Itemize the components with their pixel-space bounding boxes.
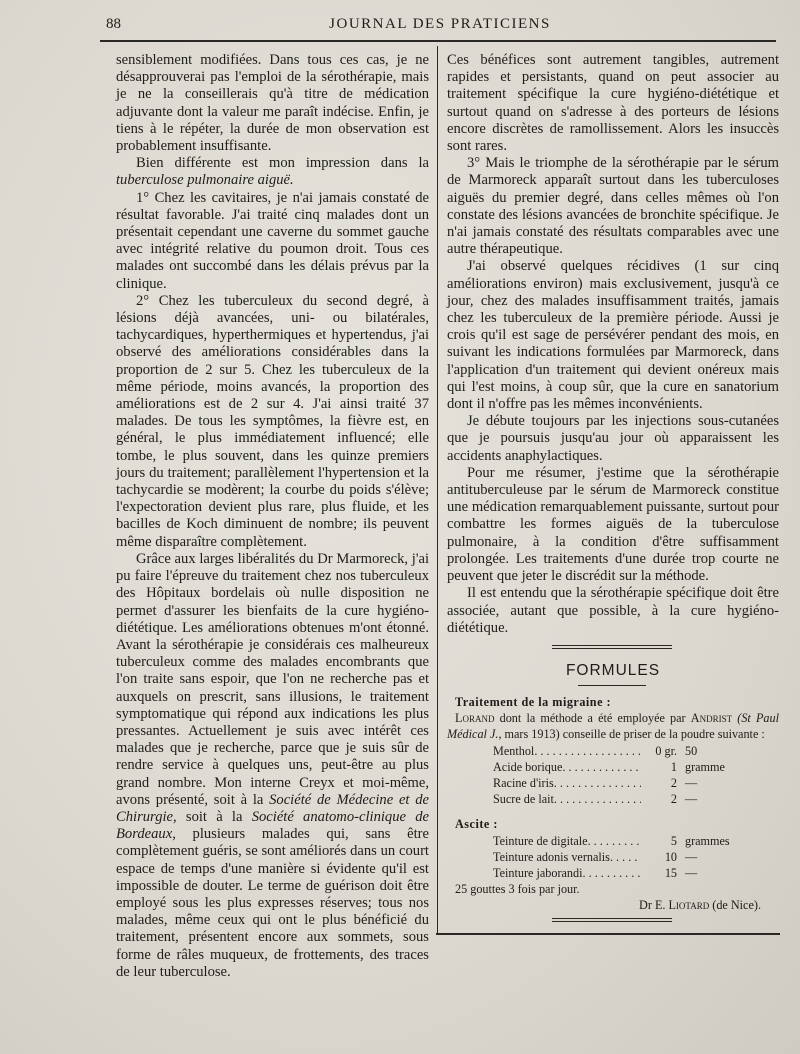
leader-dots (610, 849, 641, 865)
ingredient-unit: — (685, 792, 698, 807)
ingredient-qty: 10 (664, 849, 677, 864)
paragraph-text: Bien différente est mon impression dans la (136, 155, 429, 172)
running-header (100, 14, 780, 40)
migraine-heading: Traitement de la migraine : (455, 695, 612, 709)
journal-citation: (St Paul Médical J. (447, 711, 780, 742)
paragraph: Pour me résumer, j'estime que la sérothérapie antituberculeuse par le sérum de Marmoreck constitue une médication remarquablement puissante, surtout pour combattre les formes aiguës de la tuberculose pulmonaire, à la condition d'être suffisamment prolongée. Les traitements d'une durée trop courte ne peuvent que jeter le discrédit sur la méthode. (447, 464, 779, 585)
ingredient-qty: 2 (670, 776, 677, 791)
paragraph: 2° Chez les tuberculeux du second degré, à lésions déjà avancées, uni- ou bilatérales, tachycardiques, hyperthermiques et hypertendus, j'ai observé des améliorations considérables dans la proportion de 2 sur 5. Chez les tuberculeux de la même période, moins avancés, la proportion des améliorations est de 2 sur 4. J'ai ainsi traité 37 malades. De tous les symptômes, la fièvre est, en général, le plus immédiatement influencé; elle tombe, le plus souvent, dans les quinze premiers jours du traitement; parallèlement l'hypertension et la tachycardie se modèrent; la courbe du poids s'élève; l'expectoration devient plus rare, plus fluide, et les bacilles de Koch diminuent de nombre; ils peuvent même disparaître complètement. (116, 292, 429, 550)
bottom-rule (436, 933, 780, 935)
title-underline (578, 685, 646, 686)
paragraph-text: , soit à la (173, 808, 252, 825)
migraine-intro (447, 710, 779, 742)
ingredient-row (493, 833, 751, 849)
paragraph: Ces bénéfices sont autrement tangibles, autrement rapides et persistants, quand on peut associer au traitement spécifique la cure hygiéno-diététique et surtout quand on s'adresse à des porteurs de lésions encore discrètes de ramollissement. Alors les insuccès sont rares. (447, 52, 779, 155)
intro-text: , mars 1913) conseille de priser de la poudre suivante : (498, 727, 765, 742)
ingredient-row (493, 743, 751, 759)
leader-dots (534, 743, 641, 759)
paragraph-text: , plusieurs malades qui, sans être complètement guéris, se sont améliorés dans un court espace de temps d'une manière si évidente qu'il est impossible de douter. Le terme de guérison doit être employé sous les plus expresses réserves; tous nos malades, même ceux qui ont le plus bénéficié du traitement, présentent encore aux sommets, sous forme de râles muqueux, de frottements, des traces de leur tuberculose. (116, 826, 429, 980)
ingredient-row (493, 759, 751, 775)
ingredient-unit: grammes (685, 833, 730, 848)
dosage-instruction: 25 gouttes 3 fois par jour. (455, 882, 580, 897)
ingredient-name: Racine d'iris (493, 776, 554, 791)
signature-name: Liotard (668, 898, 710, 913)
author-name: Lorand (455, 711, 495, 726)
paragraph: Il est entendu que la sérothérapie spécifique doit être associée, autant que possible, à la cure hygiéno-diététique. (447, 585, 779, 636)
italic-society: Société de Médecine et de Chirurgie (116, 791, 429, 825)
paragraph: Je débute toujours par les injections sous-cutanées que je poursuis jusqu'au jour où apparaissent les accidents anaphylactiques. (447, 413, 779, 464)
paragraph: J'ai observé quelques récidives (1 sur cinq améliorations environ) mais exclusivement, jusqu'à ce jour, chez des malades insuffisamment traités, jamais chez les tuberculeux de la première période. Aussi je crois qu'il est sage de persévérer pendant des mois, en suivant les indications formulées par Marmoreck, dans l'application d'un traitement qui devient onéreux mais qui l'est moins, à coup sûr, que la cure en sanatorium dont il n'offre pas les mêmes inconvénients. (447, 258, 779, 413)
ingredient-unit: — (685, 866, 698, 881)
section-rules (552, 645, 672, 651)
author-name: Andrist (690, 711, 733, 726)
formules-section (447, 694, 779, 914)
right-column (447, 52, 779, 637)
ingredient-qty: 2 (670, 792, 677, 807)
ingredient-unit: 50 (685, 743, 698, 758)
ingredient-qty: 1 (670, 759, 677, 774)
formules-title: FORMULES (565, 662, 661, 679)
ingredient-name: Acide borique (493, 759, 563, 774)
italic-society: Société anatomo-clinique de Bordeaux (116, 808, 429, 843)
ingredient-row (493, 791, 751, 807)
ingredient-name: Teinture de digitale (493, 833, 588, 848)
header-rule (100, 40, 776, 42)
paragraph (116, 155, 429, 189)
migraine-recipe (447, 743, 779, 808)
leader-dots (588, 833, 641, 849)
section-end-rules (552, 918, 672, 924)
page-number: 88 (106, 16, 121, 32)
ingredient-name: Teinture adonis vernalis (493, 849, 610, 864)
leader-dots (562, 759, 641, 775)
ingredient-qty: 0 gr. (655, 743, 677, 758)
journal-title: JOURNAL DES PRATICIENS (329, 16, 551, 32)
italic-term: tuberculose pulmonaire aiguë. (116, 172, 294, 189)
ingredient-row (493, 849, 751, 865)
paragraph (116, 551, 429, 981)
left-column (116, 52, 429, 981)
signature-prefix: Dr E. (639, 898, 669, 913)
ascite-recipe (447, 833, 779, 882)
author-signature (447, 897, 779, 913)
ingredient-qty: 15 (664, 866, 677, 881)
paragraph-text: Grâce aux larges libéralités du Dr Marmoreck, j'ai pu faire l'épreuve du traitement chez nos tuberculeux des Hôpitaux bordelais où nulle disposition ne permet d'assurer les bienfaits de la cure hygiéno-diététique. Les améliorations obtenues m'ont étonné. Avant la sérothérapie je considérais ces malheureux tuberculeux comme des malades encombrants que l'on traite sans espoir, que l'on ne recherche pas et auxquels on prescrit, sans illusions, le traitement symptomatique qui répond aux indications les plus pressantes. Actuellement je suis avec intérêt ces malades que je recherche, parce que je suis sûr de rendre service à quelques uns, peut-être au plus grand nombre. Mon interne Creyx et moi-même, avons présenté, soit à la (116, 550, 429, 808)
leader-dots (554, 791, 641, 807)
leader-dots (554, 775, 641, 791)
ingredient-qty: 5 (670, 833, 677, 848)
ingredient-unit: gramme (685, 759, 725, 774)
paragraph: 1° Chez les cavitaires, je n'ai jamais constaté de résultat favorable. J'ai traité cinq malades dont un présentait cependant une caverne du sommet gauche avec intégrité relative du poumon droit. Tous ces malades ont succombé dans les délais prévus par la clinique. (116, 189, 429, 292)
paragraph: sensiblement modifiées. Dans tous ces cas, je ne désapprouverai pas l'emploi de la sérothérapie, mais je ne la conseillerais qu'à titre de médication adjuvante dont la valeur me paraît indécise. Enfin, je tiens à le répéter, la durée de mon observation est probablement insuffisante. (116, 52, 429, 155)
ingredient-unit: — (685, 849, 698, 864)
ingredient-row (493, 865, 751, 881)
paragraph: 3° Mais le triomphe de la sérothérapie par le sérum de Marmoreck apparaît surtout dans les tuberculoses aiguës du premier degré, dans celles mêmes où l'on constate des lésions avancées de bronchite spécifique. Je n'ai jamais constaté des résultats comparables avec une autre thérapeutique. (447, 155, 779, 258)
ingredient-row (493, 775, 751, 791)
signature-place: (de Nice). (709, 898, 761, 913)
ascite-heading: Ascite : (455, 817, 498, 832)
intro-text: dont la méthode a été employée par (494, 711, 691, 726)
leader-dots (583, 865, 641, 881)
ingredient-name: Menthol (493, 743, 535, 758)
ingredient-name: Sucre de lait (493, 792, 554, 807)
column-divider (437, 46, 438, 934)
ingredient-name: Teinture jaborandi (493, 866, 583, 881)
ingredient-unit: — (685, 776, 698, 791)
